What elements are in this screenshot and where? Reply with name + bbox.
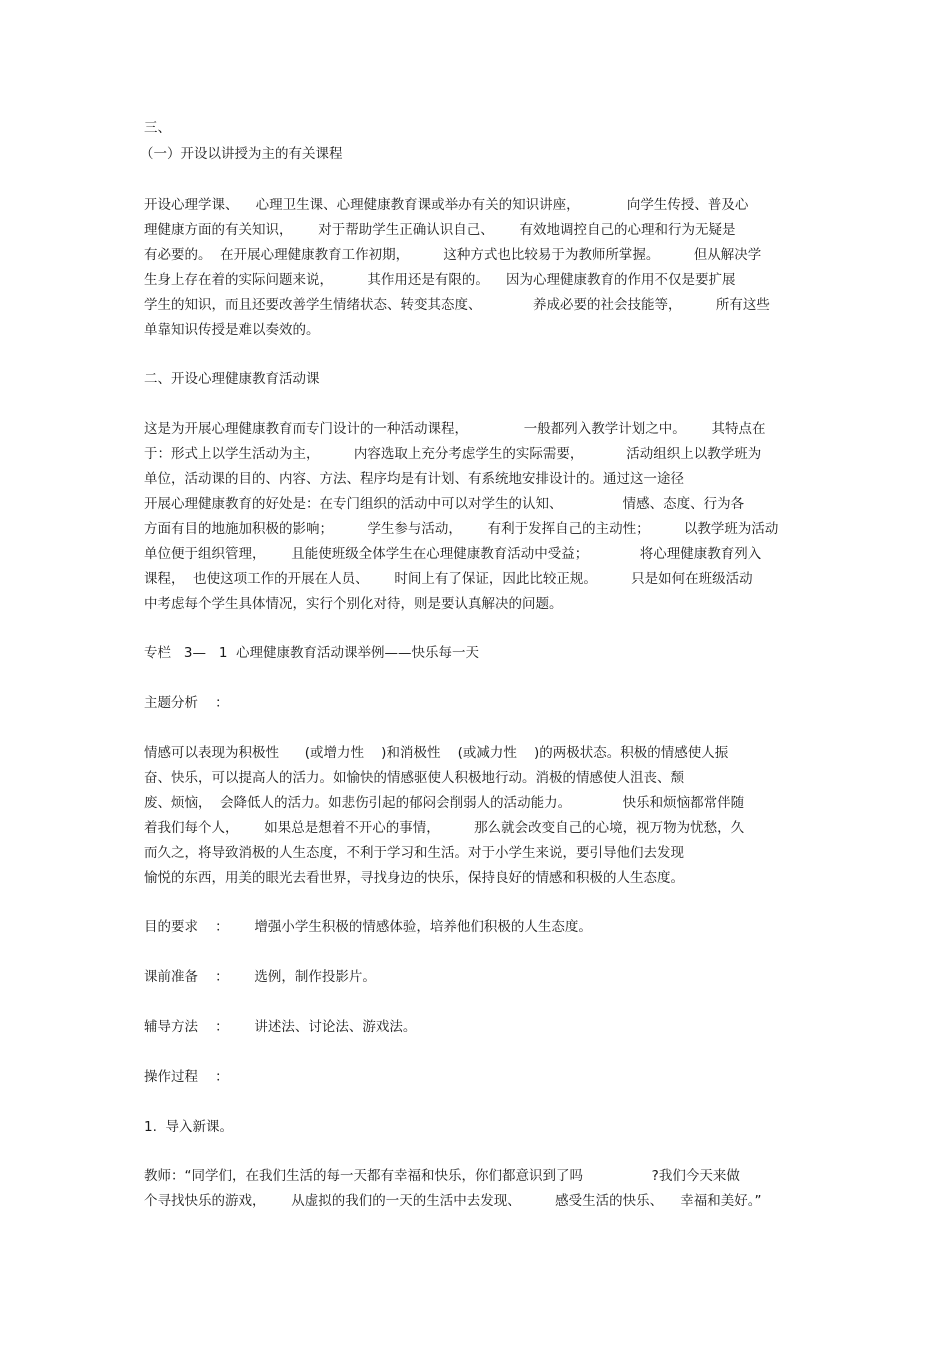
paragraph-line: 单靠知识传授是难以奏效的。 xyxy=(144,322,320,338)
paragraph-line: 废、烦恼， 会降低人的活力。如悲伤引起的郁闷会削弱人的活动能力。 快乐和烦恼都常伴随 xyxy=(144,795,745,811)
paragraph-line: 有必要的。 在开展心理健康教育工作初期， 这种方式也比较易于为教师所掌握。 但从解决学 xyxy=(144,247,762,263)
prep-line: 课前准备 ： 选例，制作投影片。 xyxy=(144,969,376,985)
paragraph-line: 单位便于组织管理， 且能使班级全体学生在心理健康教育活动中受益； 将心理健康教育列入 xyxy=(144,546,762,562)
paragraph-line: 个寻找快乐的游戏， 从虚拟的我们的一天的生活中去发现、 感受生活的快乐、 幸福和美好。” xyxy=(144,1193,762,1209)
column-title: 专栏 3— 1 心理健康教育活动课举例——快乐每一天 xyxy=(144,645,480,661)
paragraph-line: 教师：“同学们，在我们生活的每一天都有幸福和快乐，你们都意识到了吗 ?我们今天来做 xyxy=(144,1168,740,1184)
paragraph-line: 生身上存在着的实际问题来说， 其作用还是有限的。 因为心理健康教育的作用不仅是要扩展 xyxy=(144,272,736,288)
paragraph-line: 着我们每个人， 如果总是想着不开心的事情， 那么就会改变自己的心境，视万物为忧愁，久 xyxy=(144,820,745,836)
paragraph-line: 理健康方面的有关知识， 对于帮助学生正确认识自己、 有效地调控自己的心理和行为无疑是 xyxy=(144,222,736,238)
paragraph-line: 愉悦的东西，用美的眼光去看世界，寻找身边的快乐，保持良好的情感和积极的人生态度。 xyxy=(144,870,684,886)
method-line: 辅导方法 ： 讲述法、讨论法、游戏法。 xyxy=(144,1019,417,1035)
section-number: 三、 xyxy=(144,120,171,136)
paragraph-line: 这是为开展心理健康教育而专门设计的一种活动课程， 一般都列入教学计划之中。 其特点在 xyxy=(144,421,766,437)
section-heading-1: （一）开设以讲授为主的有关课程 xyxy=(140,146,343,162)
paragraph-line: 课程， 也使这项工作的开展在人员、 时间上有了保证，因此比较正规。 只是如何在班级活动 xyxy=(144,571,753,587)
paragraph-line: 奋、快乐，可以提高人的活力。如愉快的情感驱使人积极地行动。消极的情感使人沮丧、颓 xyxy=(144,770,684,786)
goal-line: 目的要求 ： 增强小学生积极的情感体验，培养他们积极的人生态度。 xyxy=(144,919,592,935)
paragraph-line: 单位，活动课的目的、内容、方法、程序均是有计划、有系统地安排设计的。通过这一途径 xyxy=(144,471,684,487)
paragraph-line: 开展心理健康教育的好处是：在专门组织的活动中可以对学生的认知、 情感、态度、行为各 xyxy=(144,496,745,512)
paragraph-line: 方面有目的地施加积极的影响； 学生参与活动， 有利于发挥自己的主动性； 以教学班为活动 xyxy=(144,521,779,537)
paragraph-line: 学生的知识，而且还要改善学生情绪状态、转变其态度、 养成必要的社会技能等， 所有这些 xyxy=(144,297,770,313)
paragraph-line: 情感可以表现为积极性 (或增力性 )和消极性 (或减力性 )的两极状态。积极的情感使人振 xyxy=(144,745,729,761)
theme-label: 主题分析 ： xyxy=(144,695,229,711)
step-1: 1. 导入新课。 xyxy=(144,1119,233,1135)
section-heading-2: 二、开设心理健康教育活动课 xyxy=(144,371,320,387)
paragraph-line: 中考虑每个学生具体情况，实行个别化对待，则是要认真解决的问题。 xyxy=(144,596,563,612)
paragraph-line: 于：形式上以学生活动为主， 内容选取上充分考虑学生的实际需要， 活动组织上以教学班为 xyxy=(144,446,762,462)
process-label: 操作过程 ： xyxy=(144,1069,229,1085)
paragraph-line: 而久之，将导致消极的人生态度，不利于学习和生活。对于小学生来说，要引导他们去发现 xyxy=(144,845,684,861)
paragraph-line: 开设心理学课、 心理卫生课、心理健康教育课或举办有关的知识讲座， 向学生传授、普及心 xyxy=(144,197,749,213)
